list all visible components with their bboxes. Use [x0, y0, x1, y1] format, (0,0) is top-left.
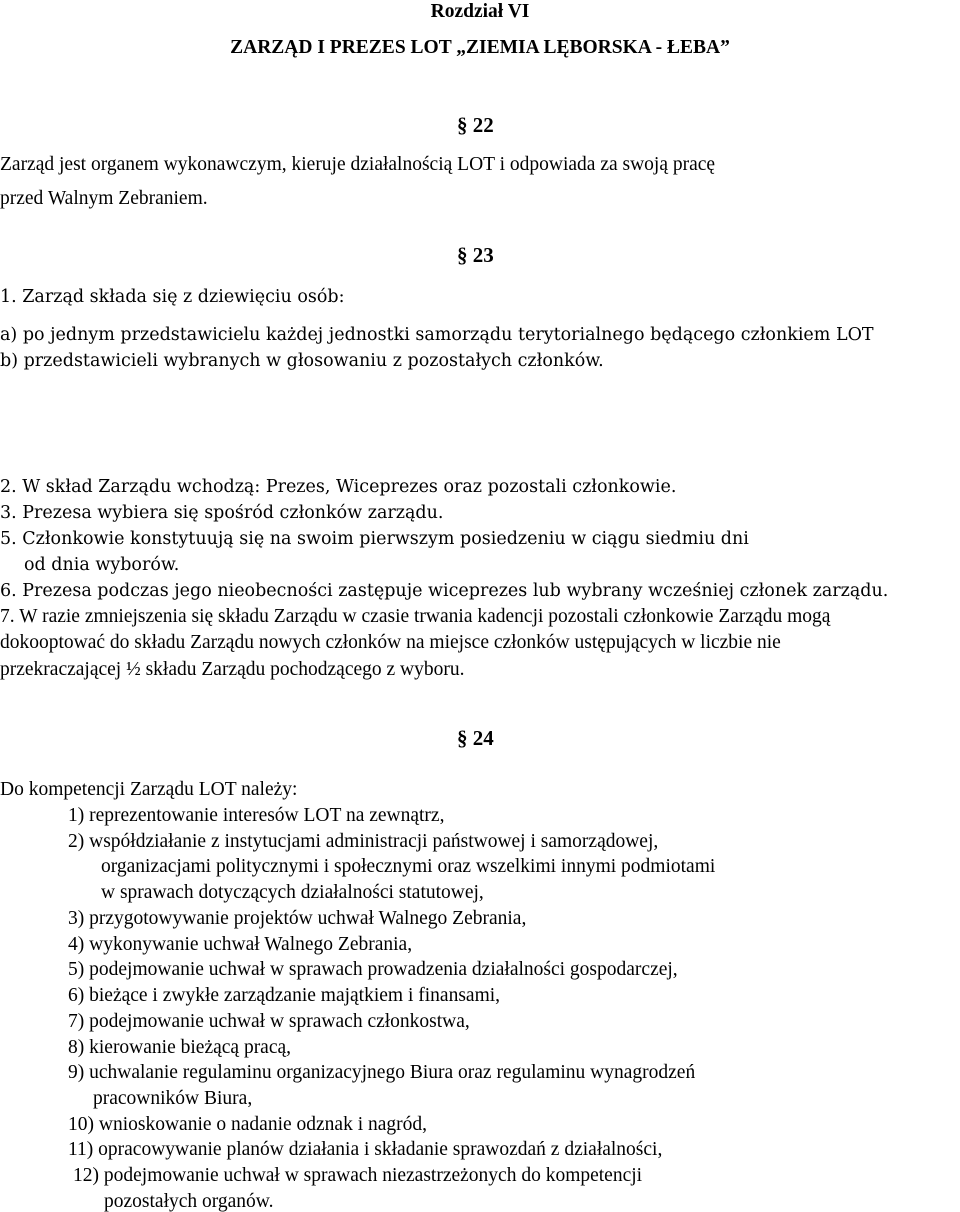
list-item: 12) podejmowanie uchwał w sprawach niezastrzeżonych do kompetencji: [73, 1165, 643, 1186]
list-item: w sprawach dotyczących działalności statutowej,: [101, 882, 484, 903]
paragraph-23-heading: [457, 245, 494, 266]
paragraph-22-line: przed Walnym Zebraniem.: [0, 188, 208, 209]
paragraph-23-line: b) przedstawicieli wybranych w głosowaniu z pozostałych członków.: [0, 351, 604, 371]
section-sign: §: [457, 243, 468, 267]
paragraph-23-line: 6. Prezesa podczas jego nieobecności zastępuje wiceprezes lub wybrany wcześniej członek zarządu.: [0, 581, 889, 601]
paragraph-23-line: 1. Zarząd składa się z dziewięciu osób:: [0, 287, 345, 307]
paragraph-23-line: 2. W skład Zarządu wchodzą: Prezes, Wiceprezes oraz pozostali członkowie.: [0, 477, 677, 497]
list-item: pracowników Biura,: [93, 1088, 253, 1109]
list-item: 6) bieżące i zwykłe zarządzanie majątkiem i finansami,: [68, 985, 501, 1006]
list-item: 7) podejmowanie uchwał w sprawach członkostwa,: [68, 1011, 470, 1032]
paragraph-22-heading: [457, 115, 494, 136]
list-item: 2) współdziałanie z instytucjami administracji państwowej i samorządowej,: [68, 831, 659, 852]
paragraph-23-line: dokooptować do składu Zarządu nowych członków na miejsce członków ustępujących w liczbie nie: [0, 632, 781, 653]
list-item: 8) kierowanie bieżącą pracą,: [68, 1037, 292, 1058]
section-sign: §: [457, 726, 468, 750]
section-sign: §: [457, 113, 468, 137]
paragraph-24-heading: [457, 728, 494, 749]
paragraph-23-line: 3. Prezesa wybiera się spośród członków zarządu.: [0, 503, 444, 523]
list-item: 1) reprezentowanie interesów LOT na zewnątrz,: [68, 805, 445, 826]
paragraph-22-line: Zarząd jest organem wykonawczym, kieruje działalnością LOT i odpowiada za swoją pracę: [0, 154, 716, 175]
paragraph-24-intro: Do kompetencji Zarządu LOT należy:: [0, 779, 298, 800]
paragraph-number: 23: [472, 243, 494, 267]
list-item: 9) uchwalanie regulaminu organizacyjnego Biura oraz regulaminu wynagrodzeń: [68, 1062, 696, 1083]
paragraph-23-line: 5. Członkowie konstytuują się na swoim pierwszym posiedzeniu w ciągu siedmiu dni: [0, 529, 749, 549]
paragraph-23-line: przekraczającej ½ składu Zarządu pochodzącego z wyboru.: [0, 659, 465, 680]
list-item: 3) przygotowywanie projektów uchwał Walnego Zebrania,: [68, 908, 527, 929]
list-item: 11) opracowywanie planów działania i składanie sprawozdań z działalności,: [68, 1139, 663, 1160]
chapter-title: ZARZĄD I PREZES LOT „ZIEMIA LĘBORSKA - ŁEBA”: [230, 37, 730, 58]
chapter-label: Rozdział VI: [430, 1, 530, 22]
paragraph-23-line: a) po jednym przedstawicielu każdej jednostki samorządu terytorialnego będącego członkiem LOT: [0, 325, 874, 345]
paragraph-number: 22: [472, 113, 494, 137]
list-item: pozostałych organów.: [104, 1191, 274, 1212]
paragraph-23-line: 7. W razie zmniejszenia się składu Zarządu w czasie trwania kadencji pozostali członkowie Zarządu mogą: [0, 606, 831, 627]
list-item: 10) wnioskowanie o nadanie odznak i nagród,: [68, 1114, 428, 1135]
paragraph-23-line: od dnia wyborów.: [24, 555, 180, 575]
list-item: 5) podejmowanie uchwał w sprawach prowadzenia działalności gospodarczej,: [68, 959, 678, 980]
list-item: 4) wykonywanie uchwał Walnego Zebrania,: [68, 934, 413, 955]
list-item: organizacjami politycznymi i społecznymi oraz wszelkimi innymi podmiotami: [101, 856, 716, 877]
paragraph-number: 24: [472, 726, 494, 750]
